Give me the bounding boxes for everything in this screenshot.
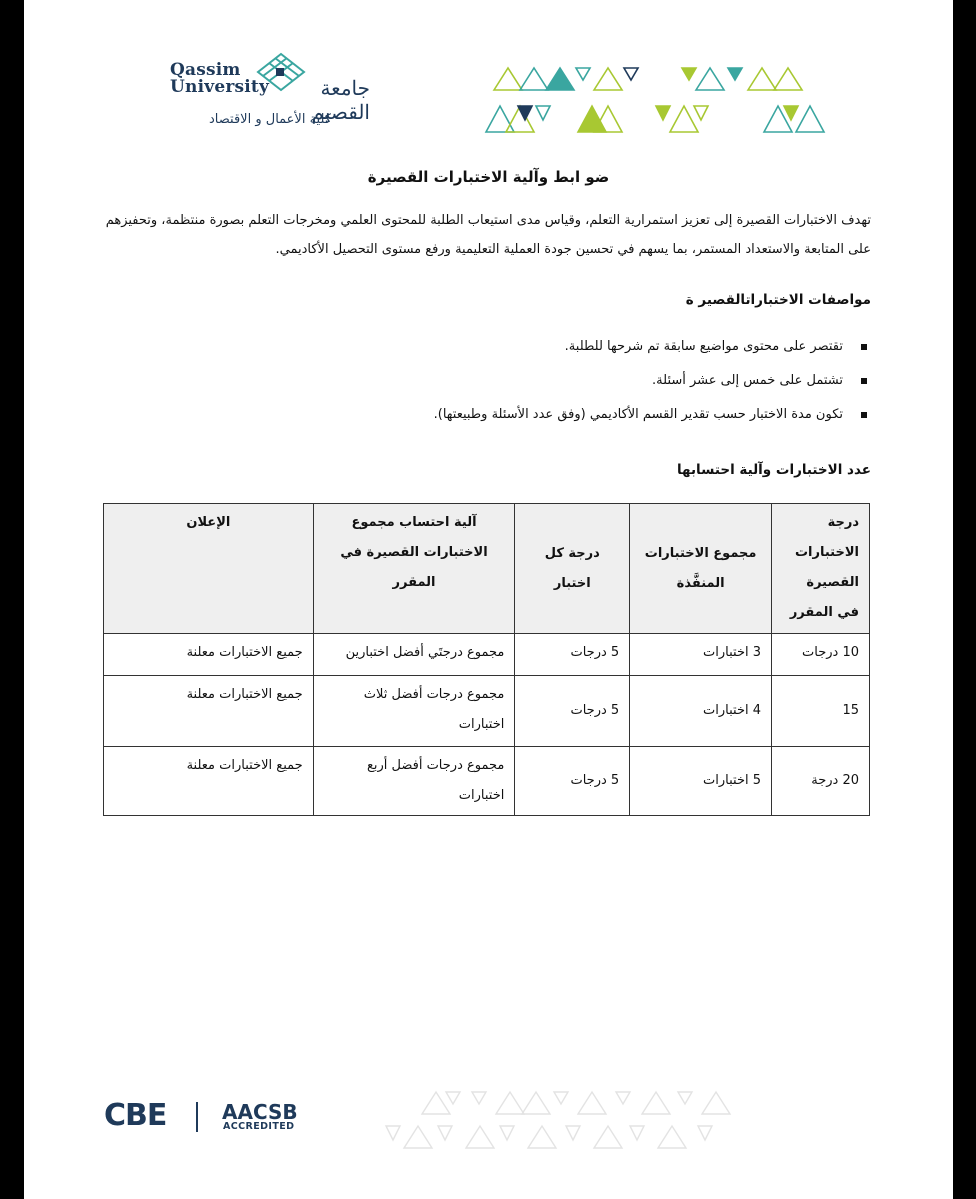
aacsb-logo: AACSB: [222, 1100, 298, 1124]
cell-mechanism: مجموع درجات أفضل ثلاث اختبارات: [313, 676, 515, 747]
list-item: تكون مدة الاختبار حسب تقدير القسم الأكاديمي (وفق عدد الأسئلة وطبيعتها).: [371, 398, 871, 432]
intro-paragraph: تهدف الاختبارات القصيرة إلى تعزيز استمرارية التعلم، وقياس مدى استيعاب الطلبة للمحتوى العلمي ومخرجات التعلم بصورة منتظمة، وتحفيزهم على المتابعة والاستعداد المستمر، بما يسهم في تحسين جودة العملية التعليمية ورفع مستوى التحصيل الأكاديمي.: [105, 213, 871, 257]
header-mechanism: آلية احتساب مجموع الاختبارات القصيرة في المقرر: [313, 504, 515, 634]
square-bullet-icon: [861, 378, 867, 384]
cell-announce: جميع الاختبارات معلنة: [104, 747, 314, 816]
table-row: [104, 747, 870, 816]
list-item: تشتمل على خمس إلى عشر أسئلة.: [371, 364, 871, 398]
header-announce: الإعلان: [104, 504, 314, 634]
document-page: [24, 0, 953, 1199]
cell-announce: جميع الاختبارات معلنة: [104, 676, 314, 747]
list-item: تقتصر على محتوى مواضيع سابقة تم شرحها للطلبة.: [371, 330, 871, 364]
cell-announce: جميع الاختبارات معلنة: [104, 634, 314, 676]
triangle-pattern-decoration: [484, 62, 834, 138]
header-grade: درجة الاختبارات القصيرة في المقرر: [772, 504, 870, 634]
cbe-logo: CBE: [104, 1098, 167, 1133]
university-logo: [170, 52, 370, 142]
table-heading: عدد الاختبارات وآلية احتسابها: [676, 462, 871, 478]
specs-list: [371, 330, 871, 432]
cell-per-quiz: 5 درجات: [515, 676, 630, 747]
cell-grade: 15: [772, 676, 870, 747]
cell-mechanism: مجموع درجات أفضل أربع اختبارات: [313, 747, 515, 816]
square-bullet-icon: [861, 344, 867, 350]
header-per-quiz: درجة كل اختبار: [515, 504, 630, 634]
cell-per-quiz: 5 درجات: [515, 634, 630, 676]
square-bullet-icon: [861, 412, 867, 418]
accredited-label: ACCREDITED: [223, 1121, 295, 1132]
logo-divider: [196, 1102, 198, 1132]
table-row: [104, 676, 870, 747]
university-name-latin: Qassim University: [170, 60, 270, 97]
university-name-arabic: جامعة القصيم: [311, 76, 370, 124]
cell-mechanism: مجموع درجتَي أفضل اختبارين: [313, 634, 515, 676]
college-name: كلية الأعمال و الاقتصاد: [209, 112, 331, 127]
specs-heading: مواصفات الاختباراتالقصير ة: [685, 292, 871, 308]
table-row: [104, 634, 870, 676]
cell-grade: 10 درجات: [772, 634, 870, 676]
quiz-table: [103, 503, 870, 816]
cell-grade: 20 درجة: [772, 747, 870, 816]
footer-triangle-watermark: [382, 1086, 762, 1156]
cell-count: 3 اختبارات: [630, 634, 772, 676]
page-title: ضو ابط وآلية الاختبارات القصيرة: [367, 168, 610, 186]
table-header-row: [104, 504, 870, 634]
cell-count: 5 اختبارات: [630, 747, 772, 816]
cell-count: 4 اختبارات: [630, 676, 772, 747]
cell-per-quiz: 5 درجات: [515, 747, 630, 816]
header-count: مجموع الاختبارات المنفَّذة: [630, 504, 772, 634]
